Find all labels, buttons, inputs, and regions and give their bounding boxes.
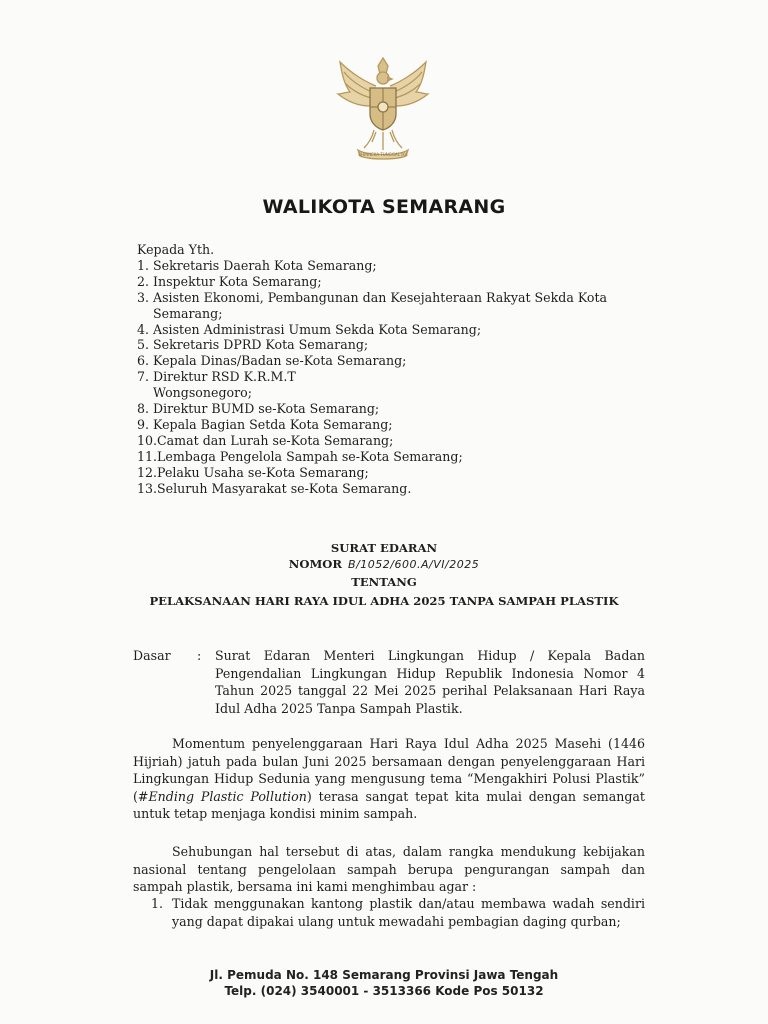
tentang-heading: TENTANG [351, 575, 417, 589]
item-number: 3. [137, 289, 150, 305]
dasar-section [133, 647, 645, 717]
letter-type-heading: SURAT EDARAN [330, 541, 438, 555]
item-text: Camat dan Lurah se-Kota Semarang; [157, 432, 394, 448]
item-number: 10. [137, 432, 158, 448]
item-text: Kepala Dinas/Badan se-Kota Semarang; [153, 353, 407, 369]
item-number: 7. [137, 369, 150, 385]
item-text: Sekretaris DPRD Kota Semarang; [153, 337, 369, 353]
list-item [137, 337, 697, 353]
item-text: Pelaku Usaha se-Kota Semarang; [157, 464, 369, 480]
item-number: 2. [137, 273, 150, 289]
recipient-block [137, 242, 697, 497]
item-number: 6. [137, 353, 150, 369]
dasar-text: Surat Edaran Menteri Lingkungan Hidup / Kepala Badan Pengendalian Lingkungan Hidup Republik Indonesia Nomor 4 Tahun 2025 tanggal 22 Mei 2025 perihal Pelaksanaan Hari Raya Idul Adha 2025 Tanpa Sampah Plastik. [215, 648, 645, 716]
letter-number-line [0, 557, 768, 571]
item-text: Direktur RSD K.R.M.T Wongsonegoro; [153, 369, 296, 401]
recipient-heading: Kepada Yth. [137, 242, 215, 257]
footer-address: Jl. Pemuda No. 148 Semarang Provinsi Jawa Tengah [209, 968, 559, 982]
dasar-colon: : [197, 648, 202, 663]
list-item [137, 465, 697, 481]
item-text: Lembaga Pengelola Sampah se-Kota Semarang; [157, 448, 463, 464]
item-number: 5. [137, 337, 150, 353]
list-item [137, 369, 697, 401]
para1-hashtag: #Ending Plastic Pollution [137, 788, 307, 804]
list-item [137, 449, 697, 465]
body-paragraph-2: Sehubungan hal tersebut di atas, dalam rangka mendukung kebijakan nasional tentang pengelolaan sampah berupa pengurangan sampah dan sampah plastik, bersama ini kami menghimbau agar : [133, 844, 645, 895]
item-number: 9. [137, 416, 150, 432]
item-number: 13. [137, 480, 158, 496]
item-text: Sekretaris Daerah Kota Semarang; [153, 257, 377, 273]
list-item [137, 417, 697, 433]
body-paragraph-1 [133, 735, 645, 823]
appeal-item-1 [151, 895, 645, 930]
item-number: 8. [137, 401, 150, 417]
list-item [137, 322, 697, 338]
para1-text-b: ) terasa sangat tepat kita mulai dengan semangat untuk tetap menjaga kondisi minim sampah. [133, 788, 645, 822]
nomor-value: B/1052/600.A/VI/2025 [348, 558, 480, 571]
item-text: Kepala Bagian Setda Kota Semarang; [153, 416, 393, 432]
list-item [137, 258, 697, 274]
nomor-label: NOMOR [288, 557, 343, 571]
item-number: 11. [137, 448, 158, 464]
para1-text-a: Momentum penyelenggaraan Hari Raya Idul Adha 2025 Masehi (1446 Hijriah) jatuh pada bulan Juni 2025 bersamaan dengan penyelenggaraan Hari Lingkungan Hidup Sedunia yang mengusung tema “Mengakhiri Polusi Plastik” ( [133, 736, 645, 804]
item-text: Seluruh Masyarakat se-Kota Semarang. [157, 480, 412, 496]
footer-contact: Telp. (024) 3540001 - 3513366 Kode Pos 50132 [224, 984, 544, 998]
recipient-list [137, 258, 697, 497]
appeal-number: 1. [151, 896, 164, 911]
item-number: 1. [137, 257, 150, 273]
list-item [137, 401, 697, 417]
list-item [137, 481, 697, 497]
subject-heading: PELAKSANAAN HARI RAYA IDUL ADHA 2025 TANPA SAMPAH PLASTIK [149, 594, 619, 608]
item-number: 4. [137, 321, 150, 337]
item-number: 12. [137, 464, 158, 480]
svg-text:BHINNEKA TUNGGAL IKA: BHINNEKA TUNGGAL IKA [358, 152, 408, 157]
garuda-emblem-icon [328, 52, 438, 164]
list-item [137, 290, 697, 322]
item-text: Asisten Administrasi Umum Sekda Kota Semarang; [153, 321, 482, 337]
appeal-text: Tidak menggunakan kantong plastik dan/atau membawa wadah sendiri yang dapat dipakai ulang untuk mewadahi pembagian daging qurban; [172, 896, 645, 929]
item-text: Inspektur Kota Semarang; [153, 273, 322, 289]
list-item [137, 353, 697, 369]
letter-title: WALIKOTA SEMARANG [262, 196, 506, 218]
list-item [137, 433, 697, 449]
list-item [137, 274, 697, 290]
dasar-label: Dasar [133, 648, 171, 663]
item-text: Asisten Ekonomi, Pembangunan dan Kesejahteraan Rakyat Sekda Kota Semarang; [153, 289, 608, 321]
item-text: Direktur BUMD se-Kota Semarang; [153, 401, 380, 417]
